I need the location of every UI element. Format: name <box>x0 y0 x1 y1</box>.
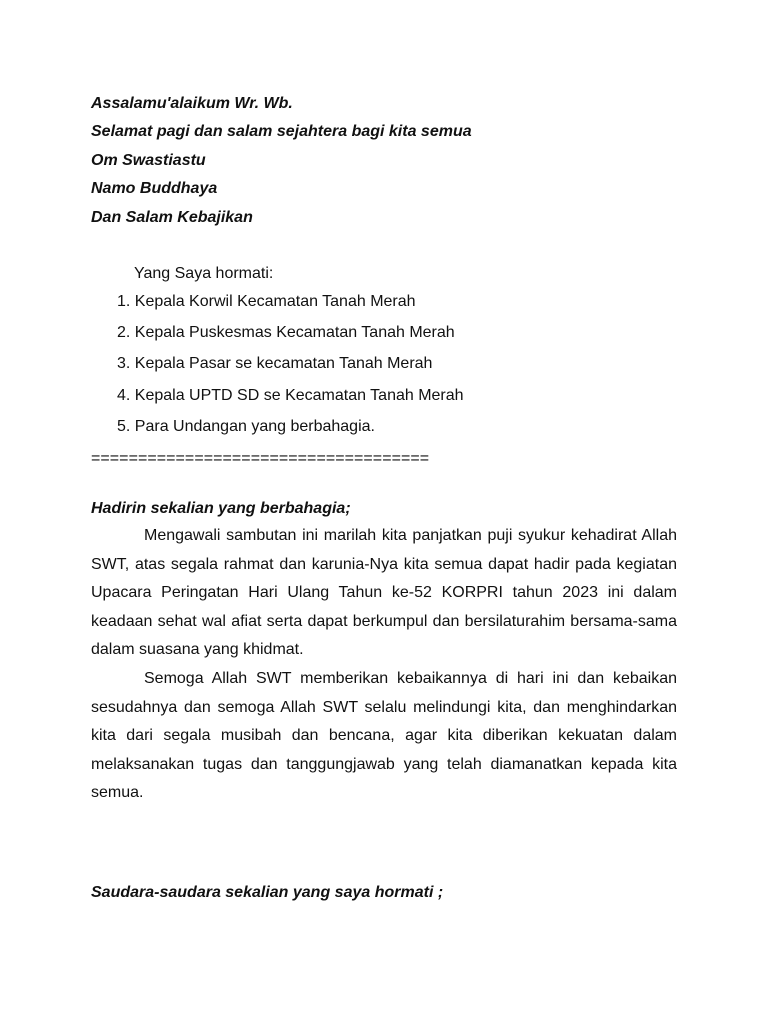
section-heading: Saudara-saudara sekalian yang saya hormati ; <box>91 884 444 901</box>
honored-intro: Yang Saya hormati: <box>134 265 274 282</box>
greeting-line: Namo Buddhaya <box>91 180 218 197</box>
greeting-line: Selamat pagi dan salam sejahtera bagi kita semua <box>91 123 472 140</box>
paragraph: Mengawali sambutan ini marilah kita panjatkan puji syukur kehadirat Allah SWT, atas segala rahmat dan karunia-Nya kita semua dapat hadir pada kegiatan Upacara Peringatan Hari Ulang Tahun ke-52 KORPRI tahun 2023 ini dalam keadaan sehat wal afiat serta dapat berkumpul dan bersilaturahim bersama-sama dalam suasana yang khidmat. <box>91 527 677 659</box>
section-heading: Hadirin sekalian yang berbahagia; <box>91 500 351 517</box>
paragraph: Semoga Allah SWT memberikan kebaikannya di hari ini dan kebaikan sesudahnya dan semoga Allah SWT selalu melindungi kita, dan menghindarkan kita dari segala musibah dan bencana, agar kita diberikan kekuatan dalam melaksanakan tugas dan tanggungjawab yang telah diamanatkan kepada kita semua. <box>91 670 677 802</box>
greeting-line: Dan Salam Kebajikan <box>91 209 253 226</box>
greeting-line: Om Swastiastu <box>91 152 206 169</box>
list-item: 5. Para Undangan yang berbahagia. <box>117 418 375 435</box>
list-item: 3. Kepala Pasar se kecamatan Tanah Merah <box>117 355 433 372</box>
list-item: 1. Kepala Korwil Kecamatan Tanah Merah <box>117 293 416 310</box>
list-item: 4. Kepala UPTD SD se Kecamatan Tanah Merah <box>117 387 464 404</box>
separator: ==================================== <box>91 450 430 467</box>
greeting-line: Assalamu'alaikum Wr. Wb. <box>91 95 293 112</box>
list-item: 2. Kepala Puskesmas Kecamatan Tanah Merah <box>117 324 455 341</box>
